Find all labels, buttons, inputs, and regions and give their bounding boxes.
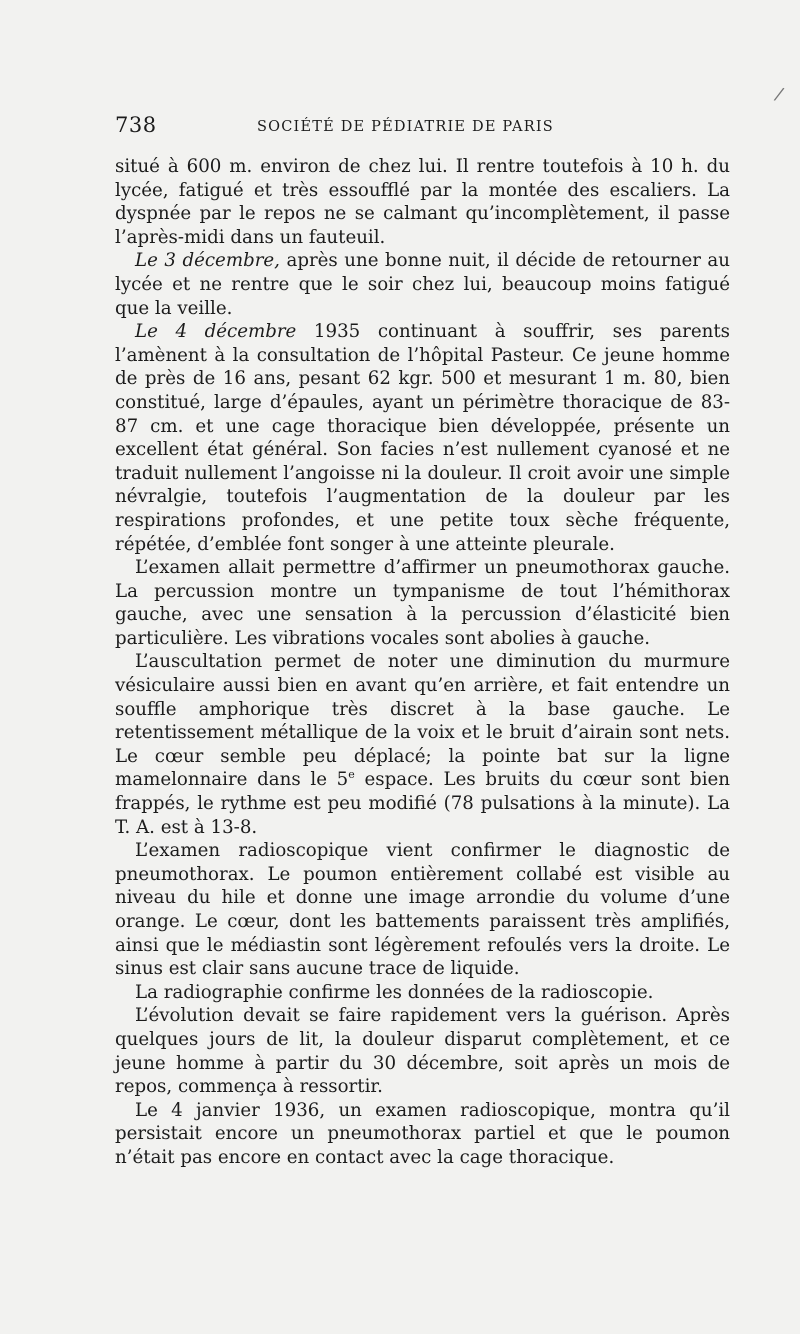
paragraph-7: La radiographie confirme les données de la radioscopie. [135,981,654,1003]
paragraph-1: situé à 600 m. environ de chez lui. Il rentre toutefois à 10 h. du lycée, fatigué et très essoufflé par la montée des escaliers. La dyspnée par le repos ne se calmant qu’incomplètement, il passe l’après-midi dans un fauteuil. [115,156,730,248]
paragraph-3-text: 1935 continuant à souffrir, ses parents l’amènent à la consultation de l’hôpital Pasteur. Ce jeune homme de près de 16 ans, pesant 62 kgr. 500 et mesurant 1 m. 80, bien constitué, large d’épaules, ayant un périmètre thoracique de 83-87 cm. et une cage thoracique bien développée, présente un excellent état général. Son facies n’est nullement cyanosé et ne traduit nullement l’angoisse ni la douleur. Il croit avoir une simple névralgie, toutefois l’augmentation de la douleur par les respirations profondes, et une petite toux sèche fréquente, répétée, d’emblée font songer à une atteinte pleurale. [115,321,730,555]
date-4-december: Le 4 décembre [135,321,297,343]
margin-mark: / [772,83,786,106]
page-number: 738 [115,113,157,137]
running-title: SOCIÉTÉ DE PÉDIATRIE DE PARIS [257,119,554,135]
paragraph-6: L’examen radioscopique vient confirmer le diagnostic de pneumothorax. Le poumon entièrement collabé est visible au niveau du hile et donne une image arrondie du volume d’une orange. Le cœur, dont les battements paraissent très amplifiés, ainsi que le médiastin sont légèrement refoulés vers la droite. Le sinus est clair sans aucune trace de liquide. [115,840,730,980]
page-header [115,113,730,143]
paragraph-5 [115,650,730,839]
paragraph-2 [115,249,730,320]
body-text [115,155,730,1170]
paragraph-4: L’examen allait permettre d’affirmer un pneumothorax gauche. La percussion montre un tympanisme de tout l’hémithorax gauche, avec une sensation à la percussion d’élasticité bien particulière. Les vibrations vocales sont abolies à gauche. [115,557,730,649]
paragraph-2-text: après une bonne nuit, il décide de retourner au lycée et ne rentre que le soir chez lui, beaucoup moins fatigué que la veille. [115,250,730,319]
date-3-december: Le 3 décembre, [135,250,280,272]
paragraph-5-text-b: espace. Les bruits du cœur sont bien frappés, le rythme est peu modifié (78 pulsations à la minute). La T. A. est à 13-8. [115,769,730,838]
superscript-e: e [348,768,355,782]
paragraph-9: Le 4 janvier 1936, un examen radioscopique, montra qu’il persistait encore un pneumothorax partiel et que le poumon n’était pas encore en contact avec la cage thoracique. [115,1099,730,1168]
paragraph-3 [115,320,730,556]
paragraph-8: L’évolution devait se faire rapidement vers la guérison. Après quelques jours de lit, la douleur disparut complètement, et ce jeune homme à partir du 30 décembre, soit après un mois de repos, commença à ressortir. [115,1005,730,1098]
paragraph-5-text-a: L’auscultation permet de noter une diminution du murmure vésiculaire aussi bien en avant qu’en arrière, et fait entendre un souffle amphorique très discret à la base gauche. Le retentissement métallique de la voix et le bruit d’airain sont nets. Le cœur semble peu déplacé; la pointe bat sur la ligne mamelonnaire dans le 5 [115,651,730,791]
